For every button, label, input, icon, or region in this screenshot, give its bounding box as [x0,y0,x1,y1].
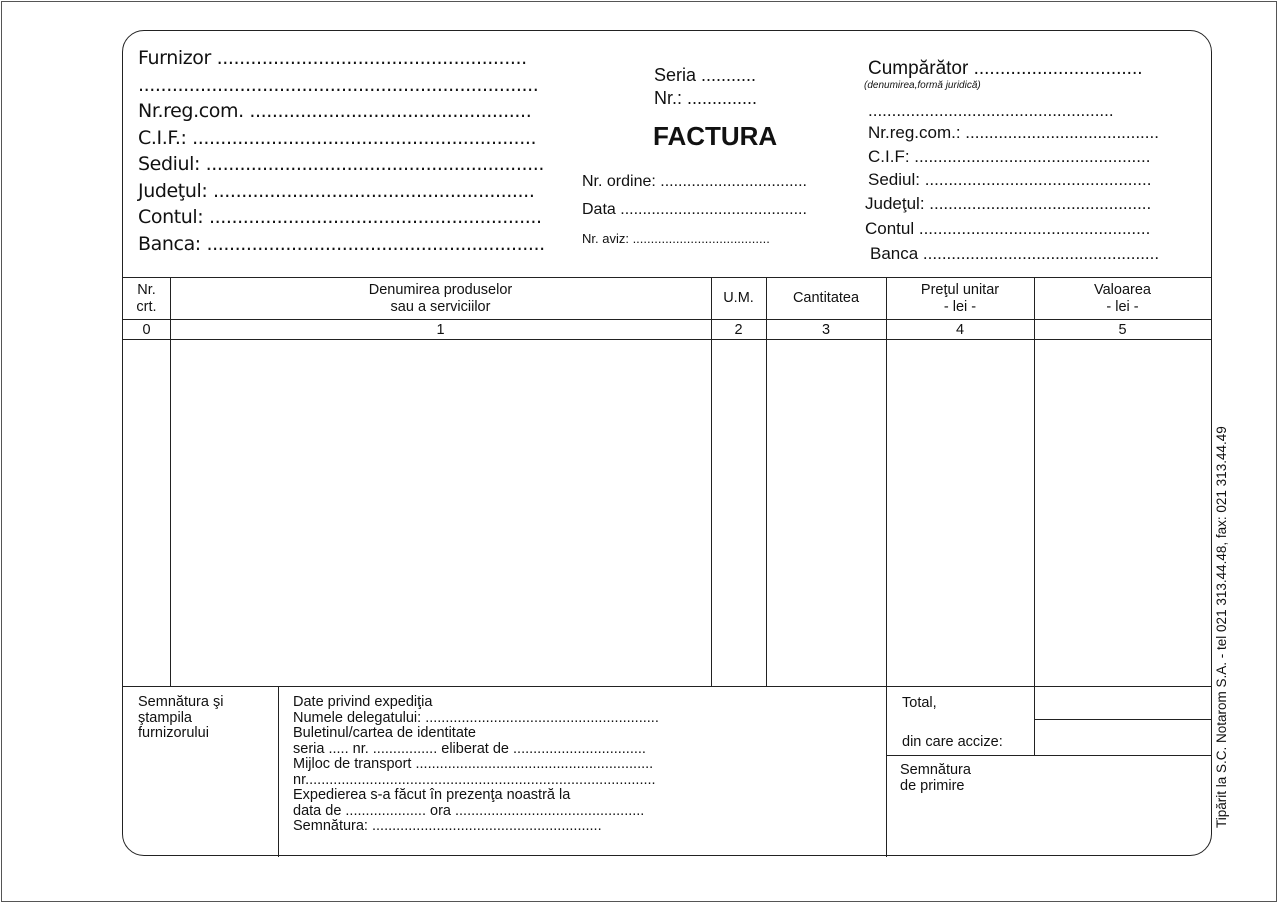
supplier-banca: Banca: ............................................................ [138,232,545,255]
col-divider-3 [886,277,887,857]
buyer-reg-com: Nr.reg.com.: ......................................... [868,123,1159,142]
supplier-name-line-2: ....................................................................... [138,73,539,96]
notice-number: Nr. aviz: ...................................... [582,231,770,246]
supplier-name-line: Furnizor ....................................................... [138,47,527,69]
header-nr-line1: Nr. [137,282,156,298]
expedition-block [293,695,659,835]
header-um: U.M. [723,290,754,306]
header-pret-line1: Preţul unitar [920,282,1000,298]
expedition-date-time: data de .................... ora ............................................... [293,802,645,819]
header-valoarea-line2: - lei - [1106,299,1139,315]
total-label: Total, [902,695,937,711]
supplier-reg-com: Nr.reg.com. .................................................. [138,100,532,122]
header-bottom-line [123,319,1211,320]
col-number-2: 2 [734,322,743,338]
total-row-line [1034,719,1211,720]
invoice-date: Data .......................................... [582,201,807,218]
header-denumirea-line2: sau a serviciilor [390,299,491,315]
expedition-presence: Expedierea s-a făcut în prezenţa noastră la [293,787,571,803]
supplier-signature-line2: ştampila [138,709,192,726]
header-pret-line2: - lei - [943,299,977,315]
header-valoarea-line1: Valoarea [1094,282,1151,298]
receipt-signature-label [900,763,971,794]
col-number-0: 0 [142,322,151,338]
accize-label: din care accize: [902,734,1003,750]
supplier-cif: C.I.F.: ............................................................. [138,126,537,149]
header-nr-line2: crt. [136,299,157,315]
buyer-subtitle: (denumirea,formă juridică) [864,80,981,91]
supplier-signature-line3: furnizorului [138,725,209,741]
receipt-signature-line2: de primire [900,777,965,794]
supplier-signature-line1: Semnătura şi [138,694,224,710]
col-number-1: 1 [436,322,445,338]
col-number-3: 3 [821,322,831,338]
id-card-label: Buletinul/cartea de identitate [293,725,476,741]
buyer-judetul: Judeţul: ............................................... [865,194,1152,213]
col-number-4: 4 [955,322,965,338]
id-card-series: seria ..... nr. ................ eliberat de ................................. [293,740,646,757]
header-denumirea [170,282,711,316]
printer-info: Tipărit la S.C. Notarom S.A. - tel 021 313.44.48, fax: 021 313.44.49 [1214,426,1229,828]
header-valoarea [1034,282,1211,316]
buyer-name-line: .................................................... [868,101,1114,120]
supplier-signature-label [138,695,223,742]
buyer-sediul: Sediul: ................................................ [868,170,1152,189]
body-bottom-line [123,686,1211,687]
header-denumirea-line1: Denumirea produselor [368,282,513,298]
header-cantitatea: Cantitatea [792,290,860,306]
col-divider-4 [1034,277,1035,755]
expedition-signature: Semnătura: ......................................................... [293,818,602,834]
invoice-series: Seria ........... [654,65,757,85]
header-pret [886,282,1034,316]
supplier-sediul: Sediul: ............................................................ [138,153,545,175]
numbers-bottom-line [123,339,1211,340]
receipt-signature-line1: Semnătura [900,762,971,778]
buyer-cif: C.I.F: .................................................. [868,147,1151,166]
supplier-contul: Contul: ........................................................... [138,206,542,228]
delegate-name: Numele delegatului: .......................................................... [293,709,659,726]
invoice-number: Nr.: .............. [654,88,758,108]
totals-bottom-line [886,755,1211,756]
invoice-title: FACTURA [653,121,778,151]
footer-divider-1 [278,686,279,857]
col-number-5: 5 [1118,322,1127,338]
buyer-banca: Banca .................................................. [870,244,1160,263]
expedition-title: Date privind expediţia [293,694,433,710]
transport-number: nr....................................................................................... [293,771,656,788]
invoice-form [122,30,1212,856]
buyer-title: Cumpărător ................................ [868,58,1143,79]
supplier-judetul: Judeţul: ......................................................... [138,179,535,202]
header-nr [123,282,170,316]
table-top-line [123,277,1211,278]
buyer-contul: Contul ................................................. [865,219,1151,238]
supplier-block [138,45,545,257]
order-number: Nr. ordine: ................................. [582,173,807,190]
transport-means: Mijloc de transport ........................................................... [293,756,654,772]
